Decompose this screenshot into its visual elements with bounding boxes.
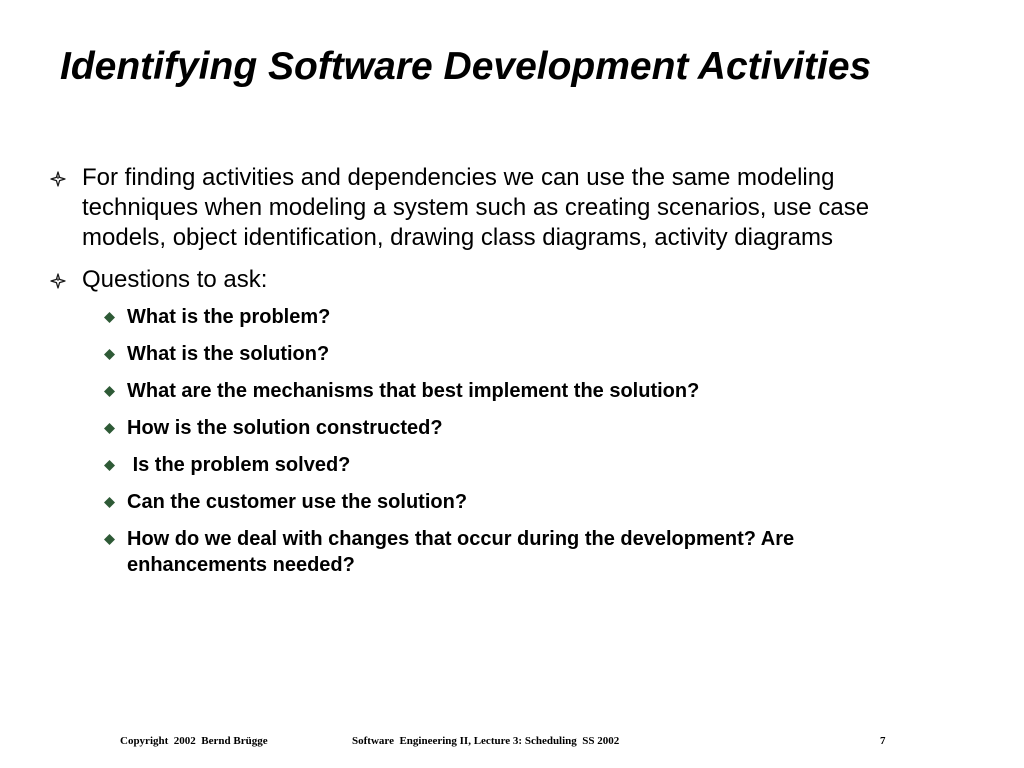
slide-footer [0, 735, 1024, 753]
question-item [82, 304, 920, 330]
footer-course-title: Software Engineering II, Lecture 3: Scheduling SS 2002 [352, 735, 620, 747]
solid-diamond-bullet-icon [104, 460, 115, 471]
question-list [82, 304, 920, 578]
question-text: Is the problem solved? [127, 454, 351, 476]
question-text: What is the solution? [127, 343, 330, 365]
question-item [82, 452, 920, 478]
question-text: How is the solution constructed? [127, 417, 443, 439]
solid-diamond-bullet-icon [104, 349, 115, 360]
solid-diamond-bullet-icon [104, 534, 115, 545]
solid-diamond-bullet-icon [104, 497, 115, 508]
bullet-text: For finding activities and dependencies we can use the same modeling techniques when modeling a system such as creating scenarios, use case models, object identification, drawing class diagrams, activity diagrams [82, 164, 870, 251]
question-item [82, 526, 920, 578]
footer-copyright: Copyright 2002 Bernd Brügge [120, 735, 268, 747]
question-item [82, 415, 920, 441]
question-item [82, 341, 920, 367]
bullet-item-finding-activities [50, 163, 920, 253]
question-text: Can the customer use the solution? [127, 491, 468, 513]
footer-page-number: 7 [880, 735, 886, 747]
question-text: What are the mechanisms that best implement the solution? [127, 380, 700, 402]
question-item [82, 378, 920, 404]
bullet-item-questions [50, 265, 920, 578]
bullet-list [50, 163, 920, 590]
bullet-text: Questions to ask: [82, 266, 268, 293]
question-text: How do we deal with changes that occur during the development? Are enhancements needed? [127, 528, 800, 576]
four-point-diamond-bullet-icon [50, 171, 66, 187]
solid-diamond-bullet-icon [104, 423, 115, 434]
solid-diamond-bullet-icon [104, 312, 115, 323]
solid-diamond-bullet-icon [104, 386, 115, 397]
slide-title: Identifying Software Development Activities [60, 45, 872, 88]
question-item [82, 489, 920, 515]
question-text: What is the problem? [127, 306, 331, 328]
four-point-diamond-bullet-icon [50, 273, 66, 289]
